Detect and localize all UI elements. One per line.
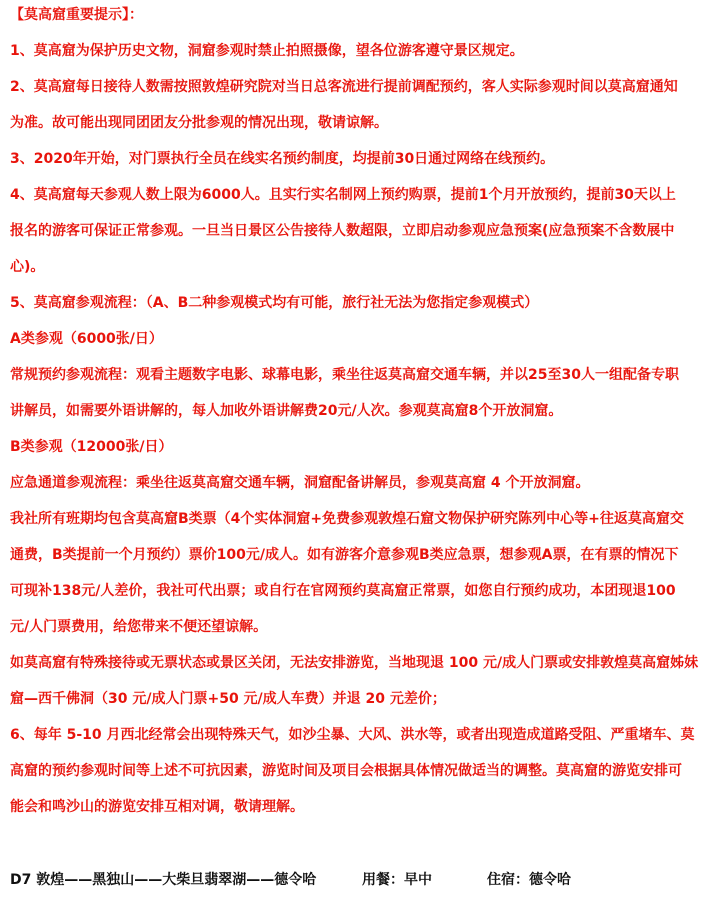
notice-item-4-line-2: 报名的游客可保证正常参观。一旦当日景区公告接待人数超限，立即启动参观应急预案(应急预案不含数展中 bbox=[10, 223, 675, 239]
type-b-flow-line-1: 应急通道参观流程：乘坐往返莫高窟交通车辆，洞窟配备讲解员，参观莫高窟 4 个开放洞窟。 bbox=[10, 475, 590, 491]
notice-title: 【莫高窟重要提示】： bbox=[10, 7, 143, 23]
mogao-notice bbox=[10, 0, 698, 825]
notice-item-3-line-1: 3、2020年开始，对门票执行全员在线实名预约制度，均提前30日通过网络在线预约。 bbox=[10, 151, 555, 167]
notice-item-1-line-1: 1、莫高窟为保护历史文物，洞窟参观时禁止拍照摄像，望各位游客遵守景区规定。 bbox=[10, 43, 524, 59]
notice-item-5-heading: 5、莫高窟参观流程：（A、B二种参观模式均有可能，旅行社无法为您指定参观模式） bbox=[10, 295, 539, 311]
special-case-line-1: 如莫高窟有特殊接待或无票状态或景区关闭，无法安排游览，当地现退 100 元/成人门票或安排敦煌莫高窟姊妹 bbox=[10, 655, 699, 671]
type-a-flow-line-2: 讲解员，如需要外语讲解的，每人加收外语讲解费20元/人次。参观莫高窟8个开放洞窟。 bbox=[10, 403, 563, 419]
notice-item-6-line-3: 能会和鸣沙山的游览安排互相对调，敬请理解。 bbox=[10, 799, 304, 815]
type-a-flow-line-1: 常规预约参观流程：观看主题数字电影、球幕电影，乘坐往返莫高窟交通车辆，并以25至30人一组配备专职 bbox=[10, 367, 679, 383]
agency-policy-line-4: 元/人门票费用，给您带来不便还望谅解。 bbox=[10, 619, 268, 635]
itinerary-route: D7 敦煌——黑独山——大柴旦翡翠湖——德令哈 bbox=[10, 872, 317, 888]
itinerary-meals: 用餐：早中 bbox=[362, 872, 432, 888]
type-a-heading: A类参观（6000张/日） bbox=[10, 331, 163, 347]
notice-item-2-line-2: 为准。故可能出现同团团友分批参观的情况出现，敬请谅解。 bbox=[10, 115, 388, 131]
notice-item-6-line-2: 高窟的预约参观时间等上述不可抗因素，游览时间及项目会根据具体情况做适当的调整。莫高窟的游览安排可 bbox=[10, 763, 682, 779]
agency-policy-line-1: 我社所有班期均包含莫高窟B类票（4个实体洞窟+免费参观敦煌石窟文物保护研究陈列中心等+往返莫高窟交 bbox=[10, 511, 684, 527]
notice-item-4-line-1: 4、莫高窟每天参观人数上限为6000人。且实行实名制网上预约购票，提前1个月开放预约，提前30天以上 bbox=[10, 187, 676, 203]
itinerary-day-row bbox=[10, 862, 700, 897]
notice-item-6-line-1: 6、每年 5-10 月西北经常会出现特殊天气，如沙尘暴、大风、洪水等，或者出现造成道路受阻、严重堵车、莫 bbox=[10, 727, 695, 743]
special-case-line-2: 窟—西千佛洞（30 元/成人门票+50 元/成人车费）并退 20 元差价； bbox=[10, 691, 446, 707]
notice-item-4-line-3: 心)。 bbox=[10, 259, 45, 275]
type-b-heading: B类参观（12000张/日） bbox=[10, 439, 173, 455]
itinerary-hotel: 住宿：德令哈 bbox=[487, 872, 571, 888]
agency-policy-line-2: 通费，B类提前一个月预约）票价100元/成人。如有游客介意参观B类应急票，想参观A票，在有票的情况下 bbox=[10, 547, 679, 563]
agency-policy-line-3: 可现补138元/人差价，我社可代出票；或自行在官网预约莫高窟正常票，如您自行预约成功，本团现退100 bbox=[10, 583, 676, 599]
notice-item-2-line-1: 2、莫高窟每日接待人数需按照敦煌研究院对当日总客流进行提前调配预约，客人实际参观时间以莫高窟通知 bbox=[10, 79, 678, 95]
